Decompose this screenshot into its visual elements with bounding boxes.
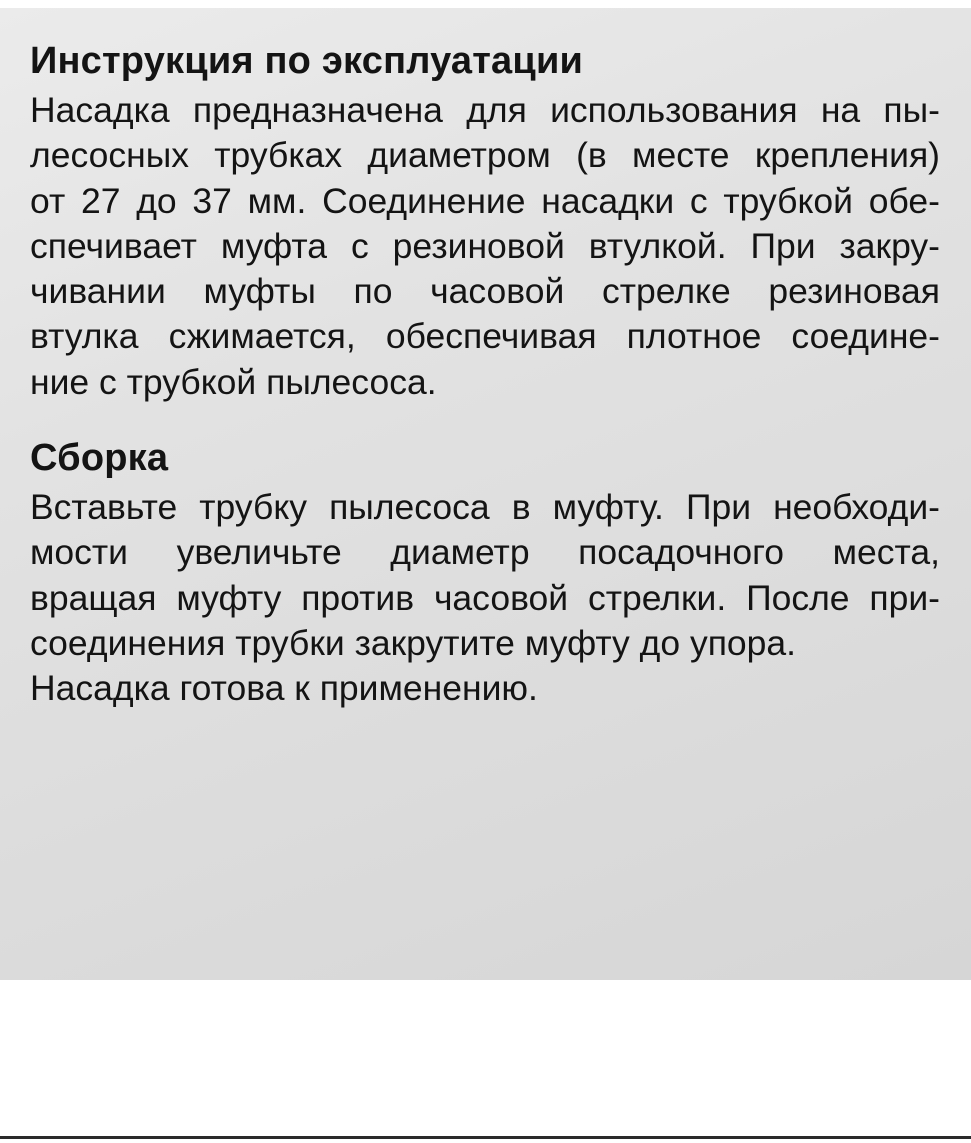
text-line: Насадка предназначена для использования на пы- — [30, 90, 940, 130]
instruction-panel — [0, 8, 971, 980]
section-body-operation — [30, 88, 940, 405]
section-heading-assembly: Сборка — [30, 437, 169, 480]
text-line: вращая муфту против часовой стрелки. После при- — [30, 577, 940, 618]
bottom-divider — [0, 1136, 971, 1139]
text-line: соединения трубки закрутите муфту до упора. — [30, 622, 797, 663]
text-line: лесосных трубках диаметром (в месте крепления) — [30, 135, 940, 176]
instruction-content — [30, 38, 940, 712]
section-operation — [30, 38, 940, 405]
text-line: ние с трубкой пылесоса. — [30, 361, 437, 402]
text-line: Насадка готова к применению. — [30, 668, 538, 709]
section-body-assembly — [30, 485, 940, 711]
text-line: мости увеличьте диаметр посадочного места, — [30, 532, 940, 573]
text-line: от 27 до 37 мм. Соединение насадки с трубкой обе- — [30, 180, 940, 221]
text-line: спечивает муфта с резиновой втулкой. При закру- — [30, 225, 940, 266]
section-heading-operation: Инструкция по эксплуатации — [30, 40, 584, 82]
section-assembly — [30, 435, 940, 711]
text-line: Вставьте трубку пылесоса в муфту. При необходи- — [30, 487, 940, 528]
text-line: чивании муфты по часовой стрелке резиновая — [30, 271, 940, 312]
text-line: втулка сжимается, обеспечивая плотное соедине- — [30, 316, 940, 357]
